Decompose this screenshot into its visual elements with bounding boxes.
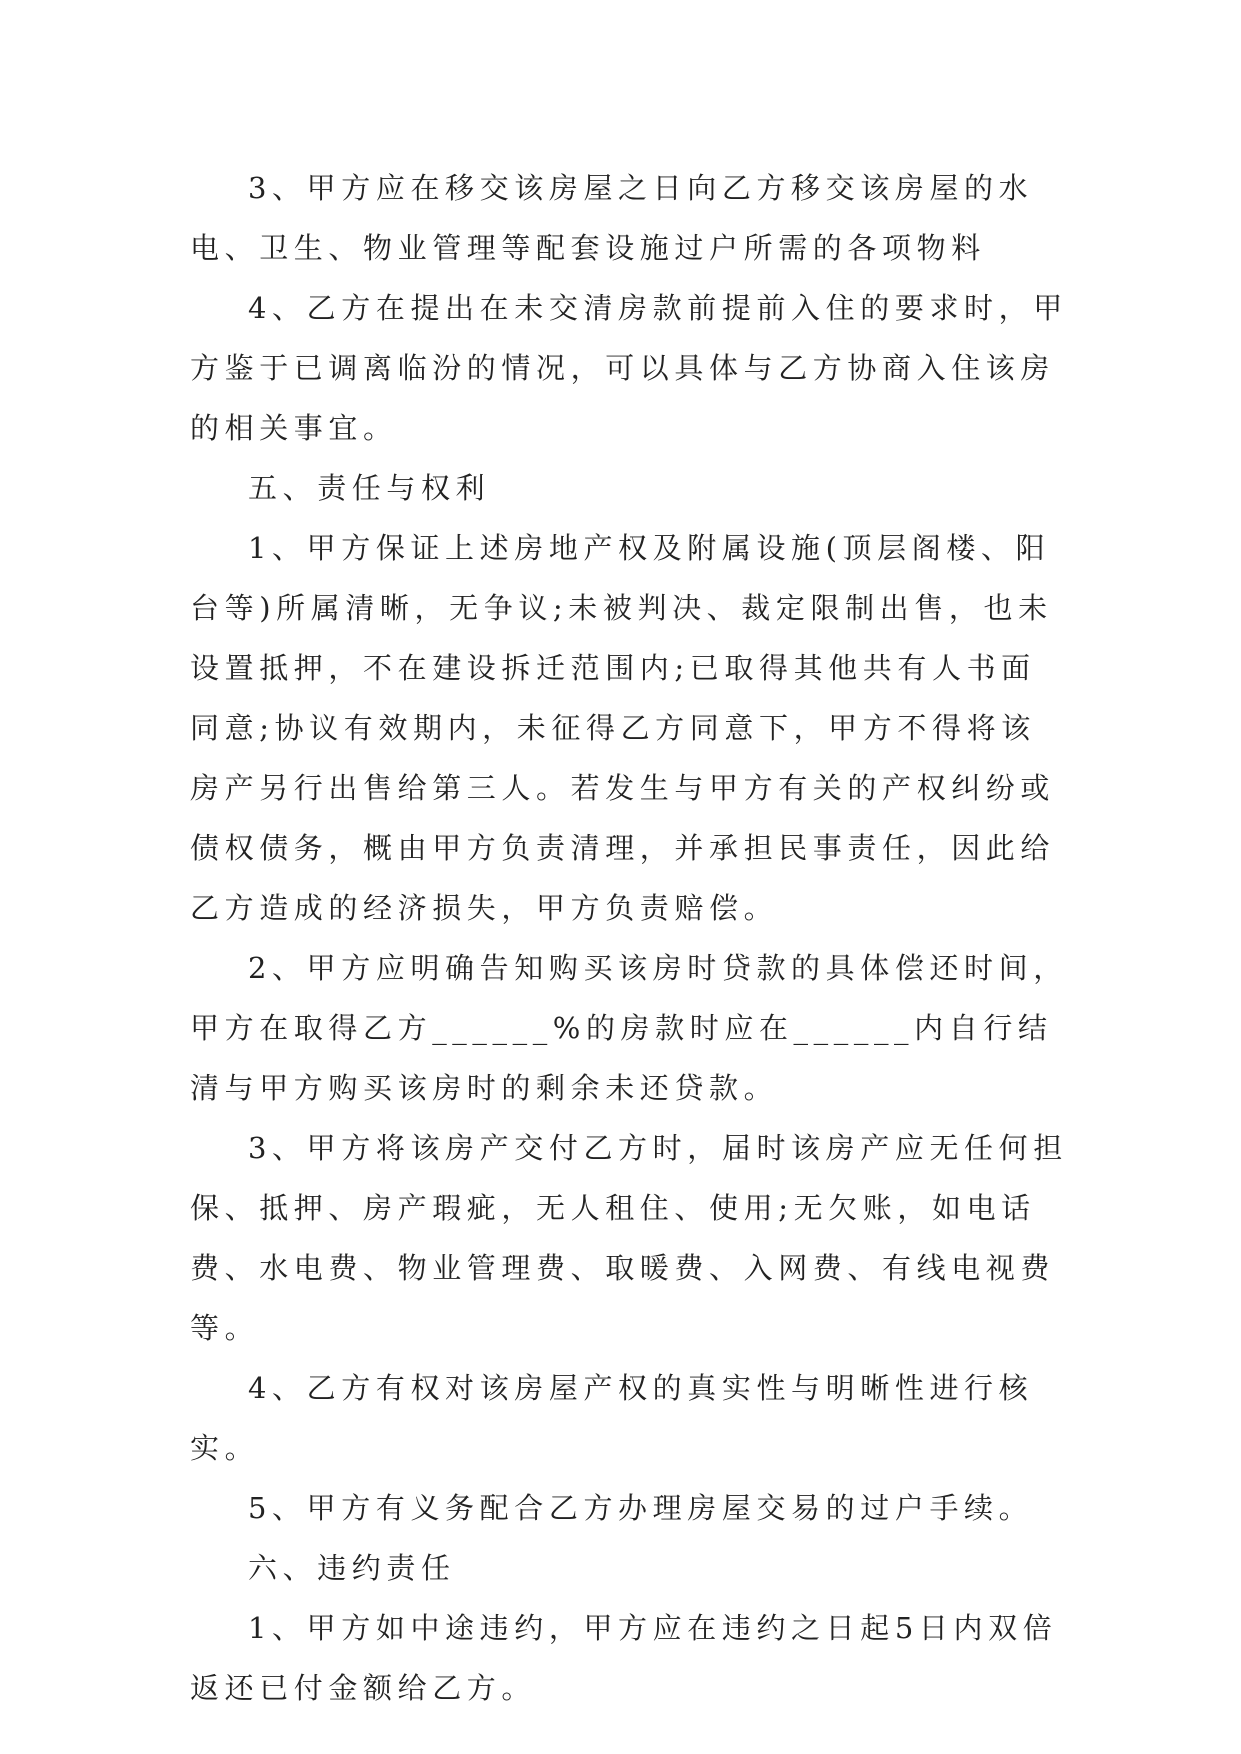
paragraph: 1、甲方如中途违约，甲方应在违约之日起5日内双倍返还已付金额给乙方。 xyxy=(190,1611,1058,1705)
paragraph: 3、甲方应在移交该房屋之日向乙方移交该房屋的水电、卫生、物业管理等配套设施过户所需的各项物料 xyxy=(190,171,1034,265)
paragraph: 1、甲方保证上述房地产权及附属设施(顶层阁楼、阳台等)所属清晰，无争议;未被判决、裁定限制出售，也未设置抵押，不在建设拆迁范围内;已取得其他共有人书面同意;协议有效期内，未征得乙方同意下，甲方不得将该房产另行出售给第三人。若发生与甲方有关的产权纠纷或债权债务，概由甲方负责清理，并承担民事责任，因此给乙方造成的经济损失，甲方负责赔偿。 xyxy=(190,531,1056,925)
paragraph: 2、甲方应明确告知购买该房时贷款的具体偿还时间，甲方在取得乙方______%的房款时应在______内自行结清与甲方购买该房时的剩余未还贷款。 xyxy=(190,951,1068,1105)
paragraph: 5、甲方有义务配合乙方办理房屋交易的过户手续。 xyxy=(248,1491,1034,1525)
paragraph: 3、甲方将该房产交付乙方时，届时该房产应无任何担保、抵押、房产瑕疵，无人租住、使用;无欠账，如电话费、水电费、物业管理费、取暖费、入网费、有线电视费等。 xyxy=(190,1131,1068,1345)
paragraph: 4、乙方有权对该房屋产权的真实性与明晰性进行核实。 xyxy=(190,1371,1034,1465)
section-heading: 六、违约责任 xyxy=(248,1551,456,1585)
section-heading: 五、责任与权利 xyxy=(248,471,491,505)
paragraph: 4、乙方在提出在未交清房款前提前入住的要求时，甲方鉴于已调离临汾的情况，可以具体与乙方协商入住该房的相关事宜。 xyxy=(190,291,1068,445)
document-body xyxy=(190,158,1070,1718)
